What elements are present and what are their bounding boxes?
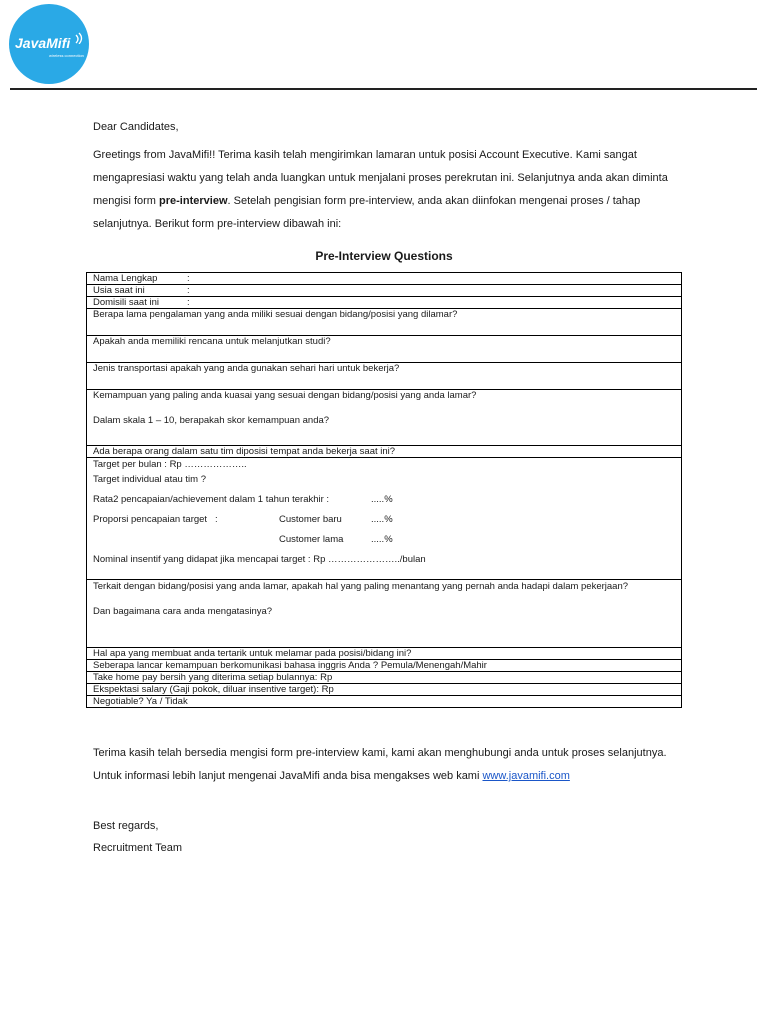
tim-field[interactable]: Ada berapa orang dalam satu tim diposisi tempat anda bekerja saat ini? xyxy=(87,446,682,458)
ekspektasi-field[interactable]: Ekspektasi salary (Gaji pokok, diluar insentive target): Rp xyxy=(87,684,682,696)
team-text: Recruitment Team xyxy=(93,842,183,854)
javamifi-website-link[interactable]: www.javamifi.com xyxy=(482,770,570,782)
studi-field[interactable]: Apakah anda memiliki rencana untuk melanjutkan studi? xyxy=(87,336,682,363)
menantang-field[interactable]: Terkait dengan bidang/posisi yang anda lamar, apakah hal yang paling menantang yang pernah anda hadapi dalam pekerjaan? Dan bagaimana cara anda mengatasinya? xyxy=(87,580,682,648)
salutation: Dear Candidates, xyxy=(93,121,179,133)
usia-field[interactable]: Usia saat ini : xyxy=(87,285,682,297)
domisili-field[interactable]: Domisili saat ini : xyxy=(87,297,682,309)
regards-text: Best regards, xyxy=(93,820,159,832)
negotiable-field[interactable]: Negotiable? Ya / Tidak xyxy=(87,696,682,708)
nama-field[interactable]: Nama Lengkap : xyxy=(87,273,682,285)
pre-interview-bold: pre-interview xyxy=(159,195,228,207)
transport-field[interactable]: Jenis transportasi apakah yang anda gunakan sehari hari untuk bekerja? xyxy=(87,363,682,390)
target-field[interactable]: Target per bulan : Rp ……………….. Target individual atau tim ? Rata2 pencapaian/achievement dalam 1 tahun terakhir : .....% Proporsi pencapaian target : Customer baru .....% Customer lama .....% Nominal insentif yang didapat jika mencapai target : Rp …………………../bulan xyxy=(87,458,682,580)
logo-wordmark: JavaMifi xyxy=(15,35,71,51)
signature-block xyxy=(93,815,182,859)
logo-tagline: wireless connection xyxy=(49,53,84,58)
pengalaman-field[interactable]: Berapa lama pengalaman yang anda miliki sesuai dengan bidang/posisi yang dilamar? xyxy=(87,309,682,336)
inggris-field[interactable]: Seberapa lancar kemampuan berkomunikasi bahasa inggris Anda ? Pemula/Menengah/Mahir xyxy=(87,660,682,672)
intro-paragraph: Greetings from JavaMifi!! Terima kasih telah mengirimkan lamaran untuk posisi Account Executive. Kami sangat mengapresiasi waktu yang telah anda luangkan untuk menjalani proses perekrutan ini. Selanjutnya anda akan diminta mengisi form pre-interview. Setelah pengisian form pre-interview, anda akan diinfokan mengenai proses / tahap selanjutnya. Berikut form pre-interview dibawah ini: xyxy=(93,149,668,230)
wifi-signal-icon xyxy=(75,32,85,44)
closing-paragraph: Terima kasih telah bersedia mengisi form pre-interview kami, kami akan menghubungi anda untuk proses selanjutnya. Untuk informasi lebih lanjut mengenai JavaMifi anda bisa mengakses web kami www.javamifi.com xyxy=(93,747,667,782)
javamifi-logo xyxy=(9,4,89,84)
form-title: Pre-Interview Questions xyxy=(315,249,453,263)
kemampuan-field[interactable]: Kemampuan yang paling anda kuasai yang sesuai dengan bidang/posisi yang anda lamar? Dalam skala 1 – 10, berapakah skor kemampuan anda? xyxy=(87,390,682,446)
header-divider xyxy=(10,88,757,90)
pre-interview-form xyxy=(86,272,682,708)
tertarik-field[interactable]: Hal apa yang membuat anda tertarik untuk melamar pada posisi/bidang ini? xyxy=(87,648,682,660)
thp-field[interactable]: Take home pay bersih yang diterima setiap bulannya: Rp xyxy=(87,672,682,684)
